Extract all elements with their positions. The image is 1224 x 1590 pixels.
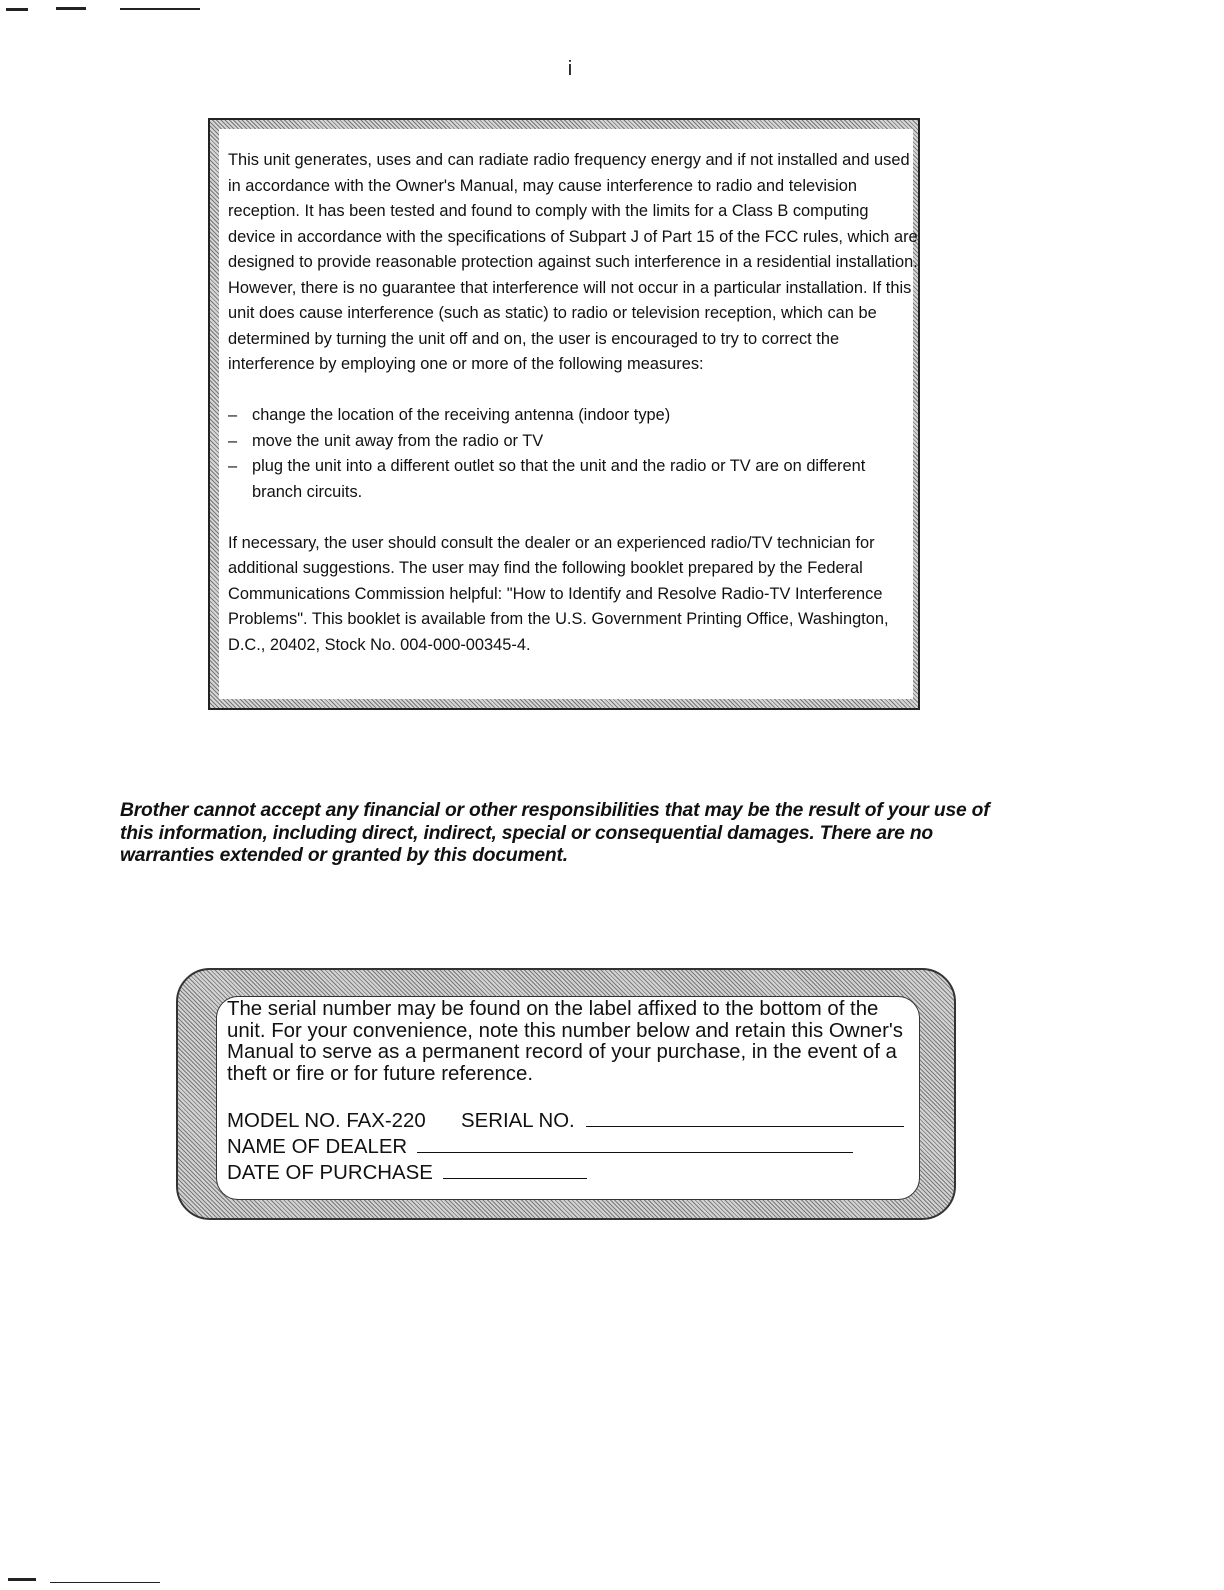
dealer-name-blank[interactable] xyxy=(417,1133,853,1153)
serial-number-label: SERIAL NO. xyxy=(461,1110,575,1133)
list-item: – plug the unit into a different outlet so that the unit and the radio or TV are on different branch circuits. xyxy=(228,454,918,505)
fcc-measures-list xyxy=(228,403,918,505)
fcc-paragraph-2: If necessary, the user should consult the dealer or an experienced radio/TV technician for additional suggestions. The user may find the following booklet prepared by the Federal Communications Commission helpful: "How to Identify and Resolve Radio-TV Interference Problems". This booklet is available from the U.S. Government Printing Office, Washington, D.C., 20402, Stock No. 004-000-00345-4. xyxy=(228,533,889,654)
scan-mark xyxy=(56,7,86,10)
scan-mark xyxy=(8,1578,36,1581)
serial-number-blank[interactable] xyxy=(586,1107,904,1127)
list-item: – move the unit away from the radio or TV xyxy=(228,429,918,455)
disclaimer-text: Brother cannot accept any financial or other responsibilities that may be the result of your use of this information, including direct, indirect, special or consequential damages. There are no warranties extended or granted by this document. xyxy=(120,800,990,866)
model-number-label: MODEL NO. FAX-220 xyxy=(227,1110,426,1133)
scan-mark xyxy=(6,8,28,11)
purchase-date-row xyxy=(227,1159,919,1185)
serial-number-inner xyxy=(216,996,920,1200)
dealer-row xyxy=(227,1133,919,1159)
dealer-name-label: NAME OF DEALER xyxy=(227,1135,408,1158)
scan-mark xyxy=(120,8,200,10)
scan-mark xyxy=(50,1582,160,1583)
page-number: i xyxy=(567,58,573,80)
model-serial-row xyxy=(227,1107,919,1133)
purchase-date-label: DATE OF PURCHASE xyxy=(227,1161,433,1184)
fcc-notice-text xyxy=(228,148,918,658)
fcc-paragraph-1: This unit generates, uses and can radiate radio frequency energy and if not installed and used in accordance with the Owner's Manual, may cause interference to radio and television reception. It has been tested and found to comply with the limits for a Class B computing device in accordance with the specifications of Subpart J of Part 15 of the FCC rules, which are designed to provide reasonable protection against such interference in a residential installation. However, there is no guarantee that interference will not occur in a particular installation. If this unit does cause interference (such as static) to radio or television reception, which can be determined by turning the unit off and on, the user is encouraged to try to correct the interference by employing one or more of the following measures: xyxy=(228,151,918,373)
serial-number-text xyxy=(227,999,919,1184)
purchase-date-blank[interactable] xyxy=(443,1159,587,1179)
serial-intro: The serial number may be found on the label affixed to the bottom of the unit. For your convenience, note this number below and retain this Owner's Manual to serve as a permanent record of your purchase, in the event of a theft or fire or for future reference. xyxy=(227,998,904,1085)
list-item: – change the location of the receiving antenna (indoor type) xyxy=(228,403,918,429)
serial-number-box xyxy=(176,968,956,1220)
record-fields xyxy=(227,1107,919,1184)
